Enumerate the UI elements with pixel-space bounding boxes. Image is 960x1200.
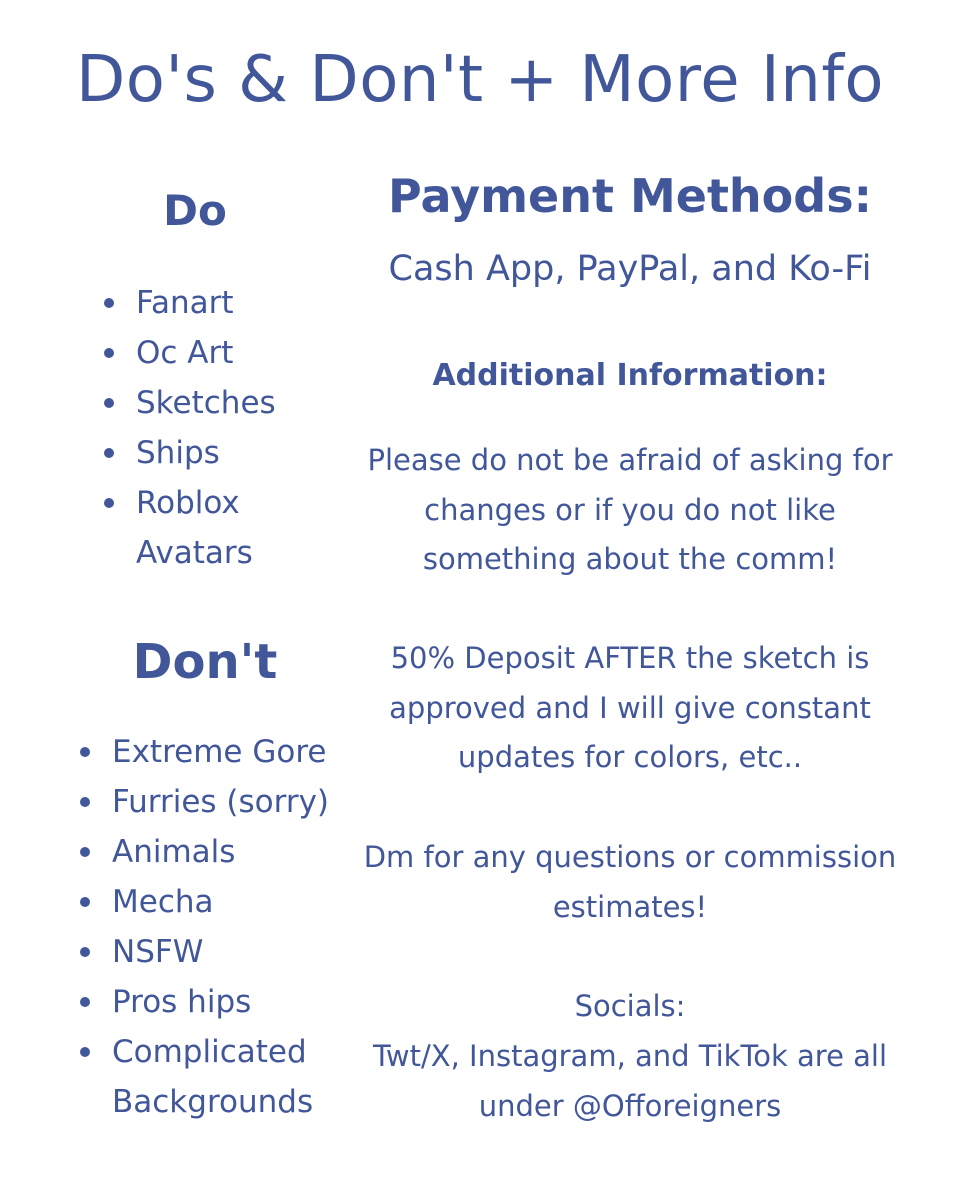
dont-item-furries: Furries (sorry) bbox=[80, 777, 370, 827]
do-heading: Do bbox=[163, 186, 227, 235]
socials-label: Socials: bbox=[574, 989, 686, 1023]
do-item-roblox-avatars: Roblox Avatars bbox=[104, 478, 324, 578]
dont-item-mecha: Mecha bbox=[80, 877, 370, 927]
page-title: Do's & Don't + More Info bbox=[75, 43, 885, 117]
payment-methods-heading: Payment Methods: bbox=[388, 169, 872, 223]
dont-item-pros-hips: Pros hips bbox=[80, 977, 370, 1027]
dont-item-extreme-gore: Extreme Gore bbox=[80, 727, 370, 777]
info-paragraph-changes: Please do not be afraid of asking for changes or if you do not like something about the comm! bbox=[367, 443, 893, 576]
dont-heading: Don't bbox=[132, 634, 278, 690]
do-item-ships: Ships bbox=[104, 428, 324, 478]
dont-list bbox=[80, 727, 370, 1127]
info-paragraph-contact: Dm for any questions or commission estimates! bbox=[363, 840, 897, 924]
payment-methods-text: Cash App, PayPal, and Ko-Fi bbox=[388, 249, 872, 289]
additional-information-heading: Additional Information: bbox=[432, 358, 828, 393]
do-item-sketches: Sketches bbox=[104, 378, 324, 428]
dont-item-nsfw: NSFW bbox=[80, 927, 370, 977]
dont-item-complicated-backgrounds: Complicated Backgrounds bbox=[80, 1027, 370, 1127]
do-list bbox=[104, 278, 324, 578]
dont-item-animals: Animals bbox=[80, 827, 370, 877]
do-item-oc-art: Oc Art bbox=[104, 328, 324, 378]
do-item-fanart: Fanart bbox=[104, 278, 324, 328]
socials-text: Twt/X, Instagram, and TikTok are all under @Offoreigners bbox=[372, 1039, 888, 1123]
info-paragraph-deposit: 50% Deposit AFTER the sketch is approved and I will give constant updates for colors, etc.. bbox=[389, 641, 871, 774]
